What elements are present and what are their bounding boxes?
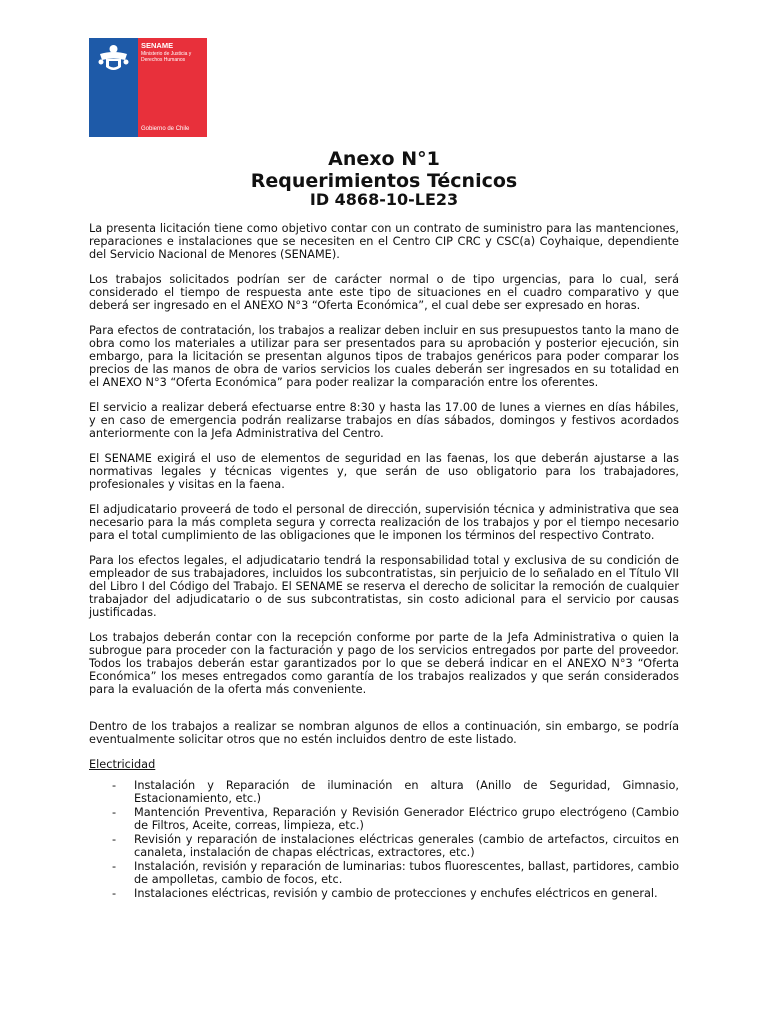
list-item	[89, 833, 679, 859]
list-bullet: -	[112, 779, 117, 792]
list-bullet: -	[112, 806, 117, 819]
list-item	[89, 860, 679, 886]
paragraph: Los trabajos deberán contar con la recepción conforme por parte de la Jefa Administrativa o quien la subrogue para proceder con la facturación y pago de los servicios entregados por parte del proveedor. Todos los trabajos deberán estar garantizados por lo que se deberá indicar en el ANEXO N°3 “Oferta Económica” los meses entregados como garantía de los trabajos realizados y que serán considerados para la evaluación de la oferta más conveniente.	[89, 631, 679, 696]
list-item-text: Instalación y Reparación de iluminación en altura (Anillo de Seguridad, Gimnasio, Estacionamiento, etc.)	[134, 779, 679, 805]
section-title-electricidad: Electricidad	[89, 758, 156, 771]
paragraph: Para efectos de contratación, los trabajos a realizar deben incluir en sus presupuestos tanto la mano de obra como los materiales a utilizar para ser presentados para su aprobación y posterior ejecución, sin embargo, para la licitación se presentan algunos tipos de trabajos genéricos para poder comparar los precios de las manos de obra de varios servicios los cuales deberán ser ingresados en su totalidad en el ANEXO N°3 “Oferta Económica” para poder realizar la comparación entre los oferentes.	[89, 324, 679, 389]
document-title: Anexo N°1	[328, 148, 440, 170]
sename-logo	[89, 38, 207, 137]
document-body	[89, 222, 679, 901]
paragraph: El adjudicatario proveerá de todo el personal de dirección, supervisión técnica y administrativa que sea necesario para la más completa segura y correcta realización de los trabajos y por el tiempo necesario para el total cumplimiento de las obligaciones que le imponen los términos del respectivo Contrato.	[89, 503, 679, 542]
paragraph: El SENAME exigirá el uso de elementos de seguridad en las faenas, los que deberán ajustarse a las normativas legales y técnicas vigentes y, que serán de uso obligatorio para los trabajadores, profesionales y visitas en la faena.	[89, 452, 679, 491]
list-item	[89, 806, 679, 832]
document-id: ID 4868-10-LE23	[309, 190, 459, 209]
logo-ministry: Ministerio de Justicia y Derechos Humanos	[141, 51, 192, 63]
list-item	[89, 887, 679, 900]
paragraph: El servicio a realizar deberá efectuarse entre 8:30 y hasta las 17.00 de lunes a viernes en días hábiles, y en caso de emergencia podrán realizarse trabajos en días sábados, domingos y festivos acordados anteriormente con la Jefa Administrativa del Centro.	[89, 401, 679, 440]
list-item-text: Mantención Preventiva, Reparación y Revisión Generador Eléctrico grupo electrógeno (Cambio de Filtros, Aceite, correas, limpieza, etc.)	[134, 806, 679, 832]
list-item-text: Revisión y reparación de instalaciones eléctricas generales (cambio de artefactos, circuitos en canaleta, instalación de chapas eléctricas, extractores, etc.)	[134, 833, 679, 859]
logo-government: Gobierno de Chile	[141, 126, 190, 132]
list-bullet: -	[112, 833, 117, 846]
logo-blue-panel	[89, 38, 138, 137]
list-item-text: Instalación, revisión y reparación de luminarias: tubos fluorescentes, ballast, partidores, cambio de ampolletas, cambio de focos, etc.	[134, 860, 679, 886]
logo-org: SENAME	[141, 41, 174, 50]
paragraph: Dentro de los trabajos a realizar se nombran algunos de ellos a continuación, sin embargo, se podría eventualmente solicitar otros que no estén incluidos dentro de este listado.	[89, 720, 679, 746]
paragraph: Los trabajos solicitados podrían ser de carácter normal o de tipo urgencias, para lo cual, será considerado el tiempo de respuesta ante este tipo de situaciones en el cuadro comparativo y que deberá ser ingresado en el ANEXO N°3 “Oferta Económica”, el cual debe ser expresado en horas.	[89, 273, 679, 312]
coat-of-arms-icon	[92, 40, 135, 74]
document-subtitle: Requerimientos Técnicos	[250, 170, 518, 192]
paragraph: La presenta licitación tiene como objetivo contar con un contrato de suministro para las mantenciones, reparaciones e instalaciones que se necesiten en el Centro CIP CRC y CSC(a) Coyhaique, dependiente del Servicio Nacional de Menores (SENAME).	[89, 222, 679, 261]
list-bullet: -	[112, 860, 117, 873]
electricidad-list	[89, 779, 679, 900]
list-item	[89, 779, 679, 805]
list-bullet: -	[112, 887, 117, 900]
list-item-text: Instalaciones eléctricas, revisión y cambio de protecciones y enchufes eléctricos en general.	[134, 887, 658, 900]
paragraph: Para los efectos legales, el adjudicatario tendrá la responsabilidad total y exclusiva de su condición de empleador de sus trabajadores, incluidos los subcontratistas, sin perjuicio de lo señalado en el Título VII del Libro I del Código del Trabajo. El SENAME se reserva el derecho de solicitar la remoción de cualquier trabajador del adjudicatario o de sus subcontratistas, sin costo adicional para el servicio por causas justificadas.	[89, 554, 679, 619]
